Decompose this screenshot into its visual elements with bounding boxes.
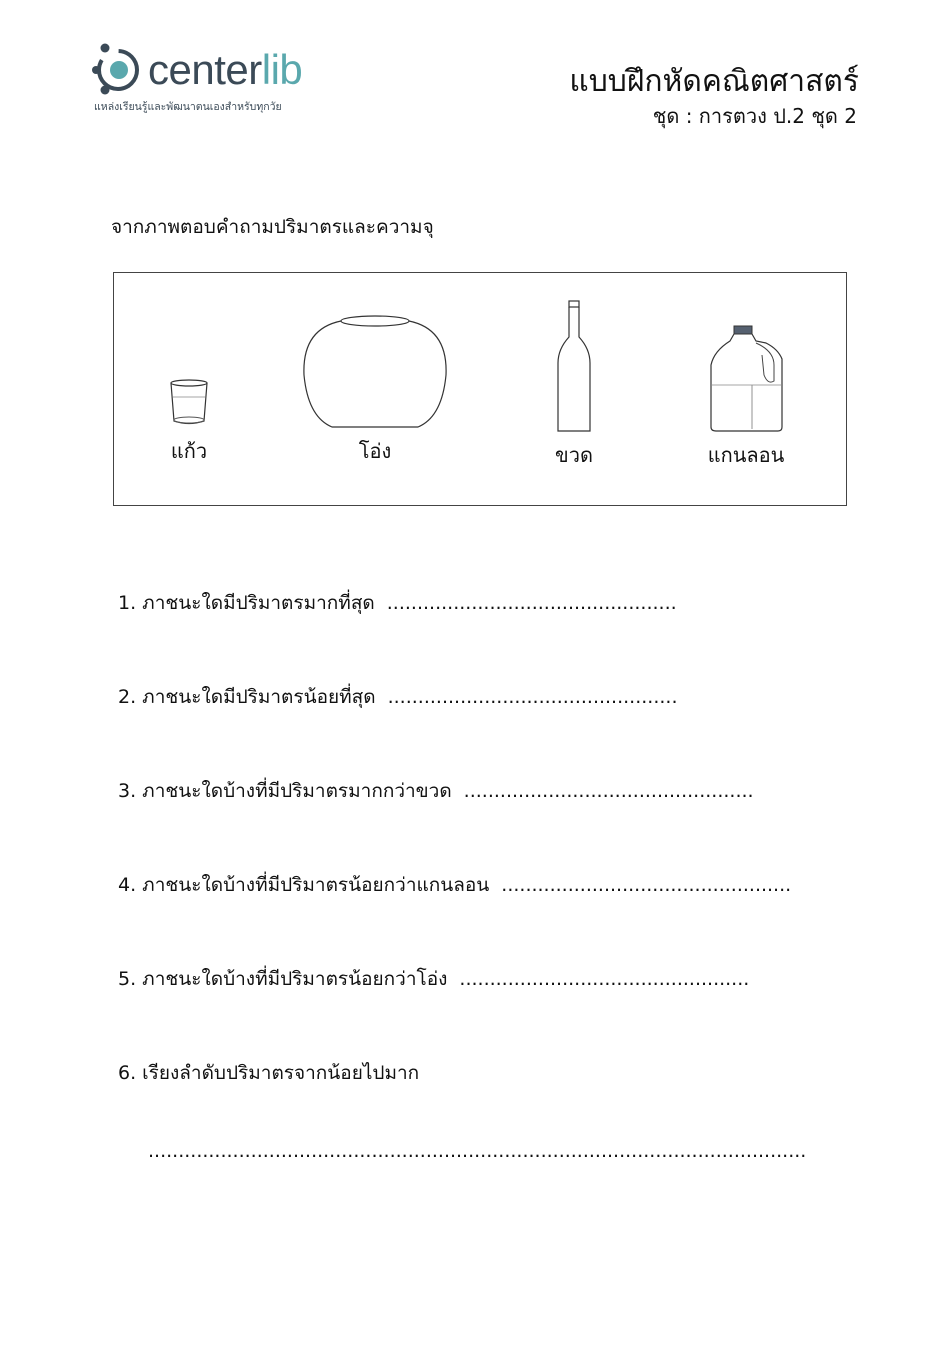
container-gallon bbox=[690, 325, 802, 471]
answer-dots[interactable]: ................................................ bbox=[463, 780, 754, 802]
logo-tagline: แหล่งเรียนรู้และพัฒนาตนเองสำหรับทุกวัย bbox=[94, 101, 282, 113]
question-text: 3. ภาชนะใดบ้างที่มีปริมาตรมากกว่าขวด bbox=[118, 780, 452, 802]
picture-box bbox=[113, 272, 847, 506]
page-subtitle: ชุด : การตวง ป.2 ชุด 2 bbox=[652, 104, 857, 128]
gallon-jug-icon bbox=[708, 325, 784, 433]
answer-dots[interactable]: ................................................ bbox=[386, 592, 677, 614]
logo bbox=[92, 40, 352, 120]
question-text: 6. เรียงลำดับปริมาตรจากน้อยไปมาก bbox=[118, 1062, 420, 1084]
question-1 bbox=[118, 588, 677, 618]
question-4 bbox=[118, 870, 791, 900]
jar-icon bbox=[302, 313, 448, 429]
container-glass bbox=[154, 377, 224, 467]
question-5 bbox=[118, 964, 749, 994]
answer-dots[interactable]: ................................................ bbox=[501, 874, 792, 896]
container-label: แก้ว bbox=[170, 439, 208, 463]
container-label: โอ่ง bbox=[358, 439, 392, 463]
logo-mark-icon bbox=[92, 40, 152, 100]
question-6 bbox=[118, 1058, 419, 1088]
instruction-text: จากภาพตอบคำถามปริมาตรและความจุ bbox=[111, 216, 434, 238]
page-title: แบบฝึกหัดคณิตศาสตร์ bbox=[569, 64, 859, 99]
answer-dots[interactable]: ................................................ bbox=[387, 686, 678, 708]
container-bottle bbox=[534, 299, 614, 471]
question-text: 2. ภาชนะใดมีปริมาตรน้อยที่สุด bbox=[118, 686, 376, 708]
question-text: 1. ภาชนะใดมีปริมาตรมากที่สุด bbox=[118, 592, 375, 614]
glass-icon bbox=[169, 377, 209, 427]
container-jar bbox=[302, 313, 448, 467]
question-3 bbox=[118, 776, 754, 806]
answer-dots[interactable]: ................................................ bbox=[459, 968, 750, 990]
container-label: แกนลอน bbox=[707, 443, 785, 467]
bottle-icon bbox=[554, 299, 594, 433]
question-text: 4. ภาชนะใดบ้างที่มีปริมาตรน้อยกว่าแกนลอน bbox=[118, 874, 490, 896]
question-2 bbox=[118, 682, 678, 712]
answer-line[interactable]: ............................................................................................................. bbox=[148, 1140, 807, 1162]
logo-wordmark: centerlib bbox=[148, 46, 303, 93]
question-text: 5. ภาชนะใดบ้างที่มีปริมาตรน้อยกว่าโอ่ง bbox=[118, 968, 448, 990]
container-label: ขวด bbox=[555, 443, 593, 467]
